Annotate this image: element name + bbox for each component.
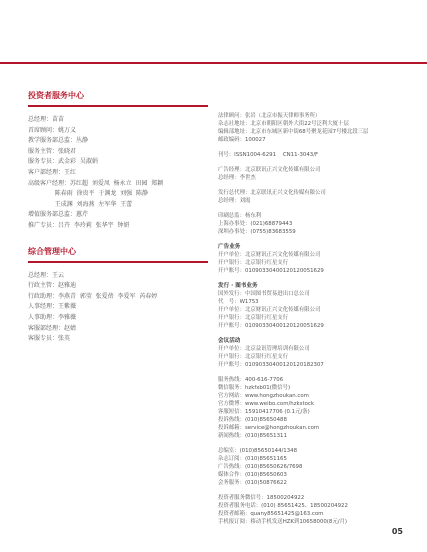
- distribution-info: [218, 189, 418, 205]
- staff-line: 增值服务部总监：蕙芹: [28, 211, 89, 219]
- legal-info: [218, 112, 418, 144]
- right-column: [218, 112, 418, 533]
- info-line: 广告经理：北京联讯正兴文化传媒有限公司: [218, 167, 321, 173]
- info-line: 法律顾问：张岩（北京市振天律师事务所）: [218, 113, 321, 119]
- info-line: 总经理：刘霞: [218, 198, 251, 204]
- info-line: 开户账号：01090330400120120051629: [218, 323, 324, 329]
- info-line: 开户银行：北京银行红星支行: [218, 354, 289, 360]
- page-number: 05: [391, 527, 403, 536]
- info-line: 上海办事处：(021)68879443: [218, 221, 293, 227]
- issn-info: [218, 151, 418, 159]
- staff-line: 首席顾问：姚万义: [28, 126, 77, 134]
- info-line: 投资者服务电话：(010) 85651425、18500204922: [218, 503, 348, 509]
- info-line: 印刷总监：杨东利: [218, 213, 262, 219]
- staff-line: 总经理：王云: [28, 271, 65, 279]
- info-line: 官方网站：www.hongzhoukan.com: [218, 393, 309, 399]
- info-line: 开户单位：北京财讯正兴文化传媒有限公司: [218, 307, 321, 313]
- info-line: 客服短信：15910417706 (0.1元/条): [218, 409, 310, 415]
- info-line: 国外发行：中国图书贸易进出口总公司: [218, 291, 310, 297]
- info-line: 官方微博：www.weibo.com/hzkstock: [218, 401, 314, 407]
- info-line: 编辑部地址：北京市东城区新中街68号聚龙花园7号楼北段三层: [218, 129, 369, 135]
- staff-line: 人事经理：王紫薇: [28, 303, 77, 311]
- staff-line: 王成渊 刘海燕 左军华 王蕾: [28, 200, 133, 208]
- info-line: 总编室：(010)85650144/1348: [218, 448, 298, 454]
- staff-line: 客户部经理：王红: [28, 168, 77, 176]
- info-line: 开户银行：北京银行红星支行: [218, 315, 289, 321]
- info-line: 开户单位：北京益讯管理培训有限公司: [218, 346, 310, 352]
- general-section-title: 综合管理中心: [28, 246, 76, 256]
- info-line: 投资者邮箱：quany85651425@163.com: [218, 511, 324, 517]
- info-line: 微信服务：hzkfxb01(微信号): [218, 385, 291, 391]
- service-contact-info: [218, 376, 418, 440]
- section-divider: [28, 261, 208, 263]
- info-line: 手机报订阅：移动手机发送HZK到10658000(8元/月): [218, 519, 348, 525]
- info-line: 邮政编码：100027: [218, 137, 266, 143]
- conference-info: [218, 337, 418, 369]
- staff-line: 客服专员：张英: [28, 335, 71, 343]
- group-heading: 广告业务: [218, 244, 241, 250]
- general-lines: [28, 271, 208, 345]
- staff-line: 行政助理：李燕青 郭莹 张爱蓓 李爱军 芮春婷: [28, 292, 158, 300]
- info-line: 服务热线：400-616-7706: [218, 377, 284, 383]
- staff-line: 总经理：苗苗: [28, 116, 65, 123]
- investor-section-title: 投资者服务中心: [28, 91, 84, 100]
- investor-section: [28, 90, 208, 232]
- staff-line: 推广专员：吕卉 李玲莉 张华宇 钟妍: [28, 221, 130, 229]
- section-divider: [28, 105, 208, 107]
- info-line: 媒体合作：(010)85650603: [218, 472, 287, 478]
- print-office-info: [218, 212, 418, 236]
- ad-business-info: [218, 243, 418, 275]
- info-line: 开户单位：北京财讯正兴文化传媒有限公司: [218, 252, 321, 258]
- staff-line: 服务专员：武金彩 吴淑娟: [28, 158, 98, 166]
- staff-line: 教学服务部总监：丛静: [28, 137, 89, 145]
- info-line: 杂志社地址：北京市朝阳区朝外大街22号泛利大厦十层: [218, 121, 349, 127]
- info-line: 广告热线：(010)85650626/7698: [218, 464, 303, 470]
- left-column: [28, 90, 208, 345]
- staff-line: 高级客户经理：苏红超 刘爱凤 杨永立 田园 郑颖: [28, 179, 164, 187]
- info-line: 杂志订阅：(010)85651165: [218, 456, 287, 462]
- info-line: 新闻热线：(010)85651311: [218, 433, 287, 439]
- investor-contact-info: [218, 494, 418, 526]
- office-phone-info: [218, 447, 418, 487]
- staff-line: 行政主管：赵雅迪: [28, 282, 77, 290]
- staff-line: 客服部经理：赵婧: [28, 324, 77, 332]
- info-line: 深圳办事处：(0755)83683559: [218, 229, 296, 235]
- general-section: [28, 246, 208, 345]
- book-business-info: [218, 282, 418, 330]
- ad-manager-info: [218, 166, 418, 182]
- info-line: 开户账号：01090330400120120051629: [218, 268, 324, 274]
- info-line: 投诉热线：(010)85650488: [218, 417, 287, 423]
- top-band: [0, 0, 427, 64]
- info-line: 总经理：李世杰: [218, 175, 256, 181]
- info-line: 开户银行：北京银行红星支行: [218, 260, 289, 266]
- info-line: 代 号：W1753: [218, 299, 259, 305]
- staff-line: 人事助理：李雅薇: [28, 313, 77, 321]
- info-line: 会务服务：(010)50876622: [218, 480, 287, 486]
- info-line: 投资者服务微信号：18500204922: [218, 495, 305, 501]
- info-line: 刊号：ISSN1004-6291 CN11-3043/F: [218, 152, 319, 158]
- investor-lines: [28, 115, 208, 232]
- staff-line: 陈春雨 徐贵平 于渊龙 刘强 陈静: [28, 190, 148, 198]
- info-line: 开户账号：01090330400120120182307: [218, 362, 324, 368]
- staff-line: 服务主管：张晓君: [28, 147, 77, 155]
- group-heading: 会议活动: [218, 338, 241, 344]
- info-line: 发行总代理：北京联讯正兴文化传媒有限公司: [218, 190, 326, 196]
- info-line: 投诉邮箱：service@hongzhoukan.com: [218, 425, 320, 431]
- group-heading: 发行 · 图书业务: [218, 283, 258, 289]
